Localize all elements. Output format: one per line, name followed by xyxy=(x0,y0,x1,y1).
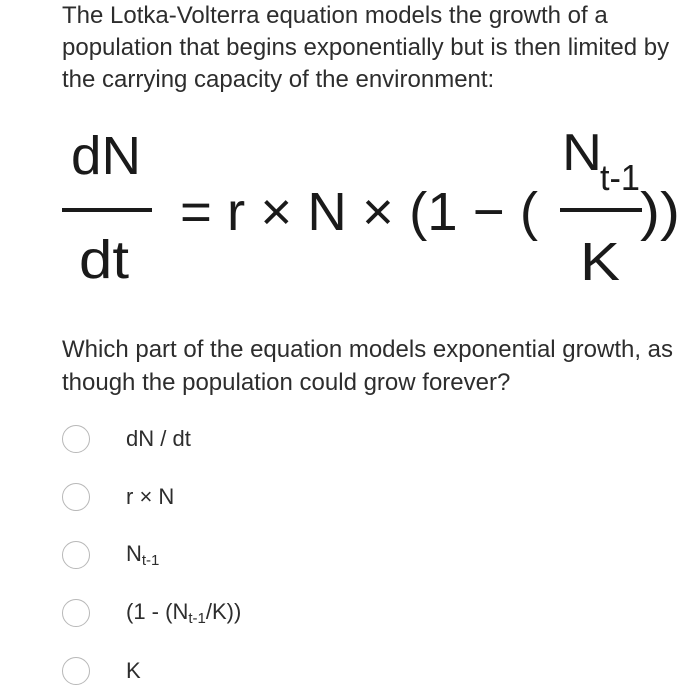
option-label xyxy=(126,541,159,569)
radio-button[interactable] xyxy=(62,541,90,569)
inner-numerator-subscript: t-1 xyxy=(600,157,640,198)
option-label: K xyxy=(126,658,141,683)
intro-paragraph: The Lotka-Volterra equation models the growth of a population that begins exponentially but is then limited by the carrying capacity of the environment: xyxy=(62,2,670,93)
option-label: r × N xyxy=(126,484,175,509)
option-label-main: N xyxy=(126,541,142,566)
radio-button[interactable] xyxy=(62,483,90,511)
option-one-minus-ratio[interactable] xyxy=(62,584,662,642)
question-text: Which part of the equation models exponential growth, as though the population could grow forever? xyxy=(62,336,674,396)
option-n-t-1[interactable] xyxy=(62,526,662,584)
lotka-volterra-equation xyxy=(60,128,690,298)
lhs-denominator: dt xyxy=(79,230,129,290)
answer-options xyxy=(62,410,662,700)
lhs-numerator: dN xyxy=(71,128,141,186)
inner-fraction-bar xyxy=(560,208,642,212)
option-label-post: /K)) xyxy=(205,599,242,624)
radio-button[interactable] xyxy=(62,425,90,453)
lhs-fraction-bar xyxy=(62,208,152,212)
option-label-subscript: t-1 xyxy=(188,610,206,627)
option-label-subscript: t-1 xyxy=(141,552,160,569)
radio-button[interactable] xyxy=(62,599,90,627)
option-label: dN / dt xyxy=(126,426,191,451)
equation-body: = r × N × (1 − ( xyxy=(180,182,539,242)
radio-button[interactable] xyxy=(62,657,90,685)
option-dn-dt[interactable] xyxy=(62,410,662,468)
option-label xyxy=(126,599,241,627)
inner-numerator: N xyxy=(562,128,602,182)
option-label-pre: (1 - (N xyxy=(126,599,189,624)
option-k[interactable] xyxy=(62,642,662,700)
closing-parens: )) xyxy=(640,182,680,242)
inner-denominator: K xyxy=(580,232,620,292)
option-r-times-n[interactable] xyxy=(62,468,662,526)
